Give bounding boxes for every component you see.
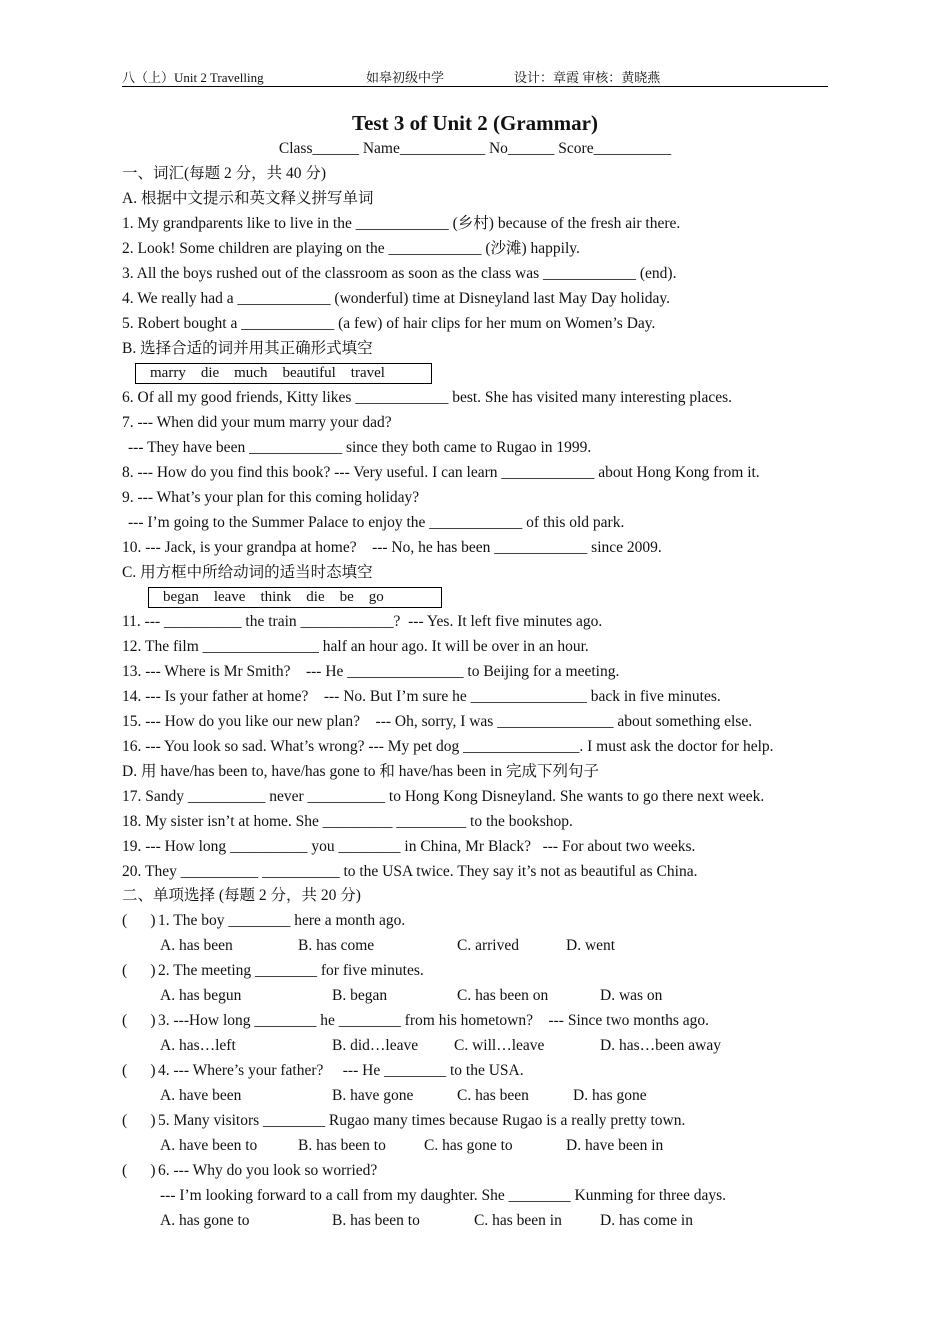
answer-blank: ( ) <box>122 912 156 929</box>
mcq-5-option-b: B. has been to <box>298 1137 386 1154</box>
question-14: 14. --- Is your father at home? --- No. But I’m sure he _______________ back in five minutes. <box>122 688 721 705</box>
mcq-4-option-c: C. has been <box>457 1087 529 1104</box>
answer-blank: ( ) <box>122 1062 156 1079</box>
mcq-5-option-a: A. have been to <box>160 1137 258 1154</box>
question-12: 12. The film _______________ half an hour ago. It will be over in an hour. <box>122 638 589 655</box>
mcq-2-option-d: D. was on <box>600 987 663 1004</box>
mcq-1-option-d: D. went <box>566 937 616 954</box>
page-header <box>122 62 828 87</box>
mcq-6-option-a: A. has gone to <box>160 1212 250 1229</box>
mcq-6-stem-response: --- I’m looking forward to a call from my daughter. She ________ Kunming for three days. <box>160 1187 727 1204</box>
question-5: 5. Robert bought a ____________ (a few) of hair clips for her mum on Women’s Day. <box>122 315 656 332</box>
answer-blank: ( ) <box>122 1012 156 1029</box>
question-7: 7. --- When did your mum marry your dad? <box>122 414 392 431</box>
mcq-3-option-b: B. did…leave <box>332 1037 419 1054</box>
mcq-2-option-a: A. has begun <box>160 987 242 1004</box>
question-15: 15. --- How do you like our new plan? --- Oh, sorry, I was _______________ about something else. <box>122 713 753 730</box>
question-6: 6. Of all my good friends, Kitty likes ____________ best. She has visited many interesting places. <box>122 389 733 406</box>
mcq-5-option-c: C. has gone to <box>424 1137 513 1154</box>
mcq-5-stem: 5. Many visitors ________ Rugao many times because Rugao is a really pretty town. <box>158 1112 686 1129</box>
partC-heading: C. 用方框中所给动词的适当时态填空 <box>122 564 373 581</box>
question-4: 4. We really had a ____________ (wonderful) time at Disneyland last May Day holiday. <box>122 290 671 307</box>
question-19: 19. --- How long __________ you ________ in China, Mr Black? --- For about two weeks. <box>122 838 696 855</box>
mcq-2-stem: 2. The meeting ________ for five minutes. <box>158 962 424 979</box>
question-13: 13. --- Where is Mr Smith? --- He _______________ to Beijing for a meeting. <box>122 663 620 680</box>
mcq-4-stem: 4. --- Where’s your father? --- He ________ to the USA. <box>158 1062 524 1079</box>
mcq-3-option-c: C. will…leave <box>454 1037 545 1054</box>
question-17: 17. Sandy __________ never __________ to Hong Kong Disneyland. She wants to go there next week. <box>122 788 765 805</box>
mcq-3-option-a: A. has…left <box>160 1037 236 1054</box>
question-2: 2. Look! Some children are playing on the ____________ (沙滩) happily. <box>122 240 580 257</box>
mcq-3-stem: 3. ---How long ________ he ________ from his hometown? --- Since two months ago. <box>158 1012 710 1029</box>
mcq-4-option-a: A. have been <box>160 1087 242 1104</box>
answer-blank: ( ) <box>122 1112 156 1129</box>
question-18: 18. My sister isn’t at home. She _________ _________ to the bookshop. <box>122 813 573 830</box>
answer-blank: ( ) <box>122 962 156 979</box>
mcq-4-option-b: B. have gone <box>332 1087 414 1104</box>
header-school: 如皋初级中学 <box>366 70 445 85</box>
header-unit: 八（上）Unit 2 Travelling <box>122 70 264 85</box>
question-8: 8. --- How do you find this book? --- Very useful. I can learn ____________ about Hong Kong from it. <box>122 464 760 481</box>
mcq-2-option-c: C. has been on <box>457 987 549 1004</box>
mcq-1-option-c: C. arrived <box>457 937 519 954</box>
question-7-response: --- They have been ____________ since they both came to Rugao in 1999. <box>128 439 592 456</box>
question-9-response: --- I’m going to the Summer Palace to enjoy the ____________ of this old park. <box>128 514 625 531</box>
mcq-2-option-b: B. began <box>332 987 388 1004</box>
word-box-c: began leave think die be go <box>148 587 442 608</box>
question-9: 9. --- What’s your plan for this coming holiday? <box>122 489 420 506</box>
mcq-4-option-d: D. has gone <box>573 1087 647 1104</box>
question-3: 3. All the boys rushed out of the classroom as soon as the class was ____________ (end). <box>122 265 677 282</box>
partA-heading: A. 根据中文提示和英文释义拼写单词 <box>122 190 374 207</box>
question-10: 10. --- Jack, is your grandpa at home? --- No, he has been ____________ since 2009. <box>122 539 662 556</box>
section2-heading: 二、单项选择 (每题 2 分，共 20 分) <box>122 887 361 904</box>
mcq-6-option-d: D. has come in <box>600 1212 693 1229</box>
question-16: 16. --- You look so sad. What’s wrong? --- My pet dog _______________. I must ask the doctor for help. <box>122 738 774 755</box>
partB-heading: B. 选择合适的词并用其正确形式填空 <box>122 340 373 357</box>
mcq-1-stem: 1. The boy ________ here a month ago. <box>158 912 406 929</box>
mcq-6-stem: 6. --- Why do you look so worried? <box>158 1162 378 1179</box>
answer-blank: ( ) <box>122 1162 156 1179</box>
question-1: 1. My grandparents like to live in the ____________ (乡村) because of the fresh air there. <box>122 215 681 232</box>
header-credits: 设计：章霞 审核：黄晓燕 <box>514 70 661 85</box>
mcq-3-option-d: D. has…been away <box>600 1037 721 1054</box>
question-11: 11. --- __________ the train ____________? --- Yes. It left five minutes ago. <box>122 613 603 630</box>
mcq-1-option-b: B. has come <box>298 937 375 954</box>
mcq-6-option-c: C. has been in <box>474 1212 562 1229</box>
mcq-1-option-a: A. has been <box>160 937 233 954</box>
mcq-5-option-d: D. have been in <box>566 1137 664 1154</box>
word-box-b: marry die much beautiful travel <box>135 363 432 384</box>
student-info-line: Class______ Name___________ No______ Score__________ <box>278 140 672 157</box>
partD-heading: D. 用 have/has been to, have/has gone to 和 have/has been in 完成下列句子 <box>122 763 599 780</box>
section1-heading: 一、词汇(每题 2 分，共 40 分) <box>122 165 327 182</box>
mcq-6-option-b: B. has been to <box>332 1212 420 1229</box>
question-20: 20. They __________ __________ to the USA twice. They say it’s not as beautiful as China. <box>122 863 698 880</box>
page-title: Test 3 of Unit 2 (Grammar) <box>352 111 598 135</box>
